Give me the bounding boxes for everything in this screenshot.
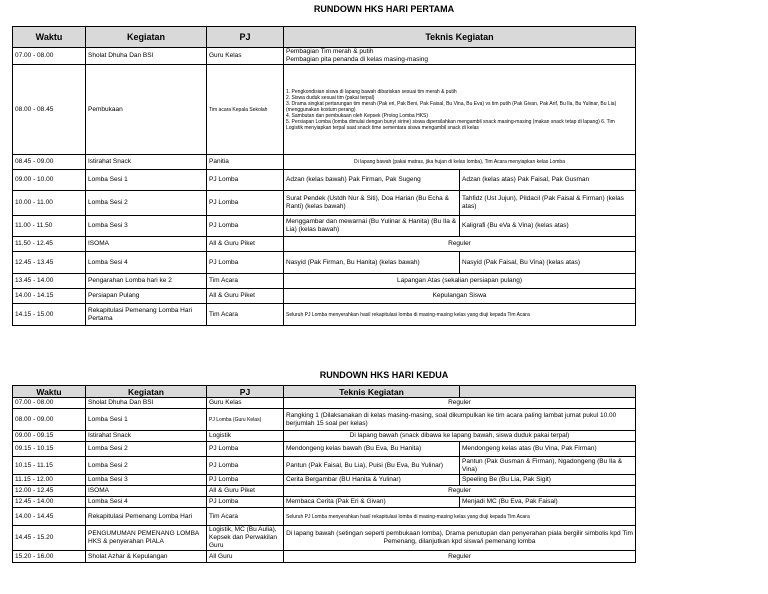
cell-kegiatan: Pembukaan <box>86 65 207 155</box>
cell-waktu: 14.15 - 15.00 <box>13 304 86 326</box>
cell-teknis: Lapangan Atas (sekalian persiapan pulang) <box>284 274 636 289</box>
cell-pj: Guru Kelas <box>207 48 284 65</box>
cell-pj: Tim Acara <box>207 274 284 289</box>
cell-kegiatan: Sholat Azhar & Kepulangan <box>86 551 207 563</box>
cell-waktu: 09.00 - 09.15 <box>13 431 86 442</box>
cell-teknis-a: Menggambar dan mewarnai (Bu Yulinar & Hanita) (Bu Ila & Lia) (kelas bawah) <box>284 216 460 237</box>
cell-teknis-a: Nasyid (Pak Firman, Bu Hanita) (kelas bawah) <box>284 252 460 274</box>
cell-waktu: 09.00 - 10.00 <box>13 170 86 191</box>
table-row <box>13 48 636 65</box>
cell-teknis: Kepulangan Siswa <box>284 289 636 304</box>
cell-kegiatan: Lomba Sesi 1 <box>86 409 207 431</box>
cell-teknis: Seluruh PJ Lomba menyerahkan hasil rekapitulasi lomba di masing-masing kelas yang diuji kepada Tim Acara <box>284 304 636 326</box>
cell-teknis-b: Tahfidz (Ust Jujun), Pildacil (Pak Faisal & Firman) (kelas atas) <box>460 191 636 216</box>
cell-pj: PJ Lomba <box>207 442 284 457</box>
cell-teknis-a: Adzan (kelas bawah) Pak Firman, Pak Sugeng <box>284 170 460 191</box>
table-row <box>13 191 636 216</box>
cell-kegiatan: Sholat Dhuha Dan BSI <box>86 398 207 409</box>
cell-pj: Logistik <box>207 431 284 442</box>
cell-kegiatan: Lomba Sesi 4 <box>86 497 207 508</box>
table-row <box>13 398 636 409</box>
cell-kegiatan: PENGUMUMAN PEMENANG LOMBA HKS & penyerahan PIALA <box>86 526 207 551</box>
cell-teknis-a: Pantun (Pak Faisal, Bu Lia), Puisi (Bu Eva, Bu Yulinar) <box>284 457 460 475</box>
cell-kegiatan: Sholat Dhuha Dan BSI <box>86 48 207 65</box>
cell-teknis-b: Menjadi MC (Bu Eva, Pak Faisal) <box>460 497 636 508</box>
cell-kegiatan: Istirahat Snack <box>86 155 207 170</box>
cell-pj: All & Guru Piket <box>207 486 284 497</box>
column-header-blank <box>460 386 636 398</box>
table-row <box>13 497 636 508</box>
cell-kegiatan: Lomba Sesi 2 <box>86 191 207 216</box>
cell-waktu: 08.00 - 08.45 <box>13 65 86 155</box>
day1-table <box>12 26 636 326</box>
cell-kegiatan: ISOMA <box>86 486 207 497</box>
cell-kegiatan: Persiapan Pulang <box>86 289 207 304</box>
cell-waktu: 10.00 - 11.00 <box>13 191 86 216</box>
cell-waktu: 12.45 - 13.45 <box>13 252 86 274</box>
column-header: PJ <box>207 386 284 398</box>
cell-teknis-b: Pantun (Pak Gusman & Firman), Ngadongeng (Bu Ila & Vina) <box>460 457 636 475</box>
cell-kegiatan: Lomba Sesi 3 <box>86 475 207 486</box>
cell-kegiatan: Rekapitulasi Pemenang Lomba Hari Pertama <box>86 304 207 326</box>
table-row <box>13 409 636 431</box>
table-row <box>13 508 636 526</box>
cell-kegiatan: Pengarahan Lomba hari ke 2 <box>86 274 207 289</box>
cell-teknis-b: Kaligrafi (Bu eVa & Vina) (kelas atas) <box>460 216 636 237</box>
cell-pj: Guru Kelas <box>207 398 284 409</box>
cell-kegiatan: Lomba Sesi 2 <box>86 442 207 457</box>
cell-teknis-a: Membaca Cerita (Pak Eri & Givan) <box>284 497 460 508</box>
cell-teknis-a: Mendongeng kelas bawah (Bu Eva, Bu Hanita) <box>284 442 460 457</box>
cell-waktu: 08.00 - 09.00 <box>13 409 86 431</box>
table-row <box>13 304 636 326</box>
column-header: Kegiatan <box>86 27 207 48</box>
column-header: Teknis Kegiatan <box>284 27 636 48</box>
cell-waktu: 10.15 - 11.15 <box>13 457 86 475</box>
column-header: Waktu <box>13 386 86 398</box>
cell-waktu: 14.45 - 15.20 <box>13 526 86 551</box>
cell-waktu: 12.00 - 12.45 <box>13 486 86 497</box>
cell-waktu: 09.15 - 10.15 <box>13 442 86 457</box>
cell-waktu: 15.20 - 16.00 <box>13 551 86 563</box>
cell-waktu: 08.45 - 09.00 <box>13 155 86 170</box>
cell-teknis: 1. Pengkondisian siswa di lapang bawah dibariskan sesuai tim merah & putih 2. Siswa duduk sesuai tim (pakai terpal) 3. Drama singkat pertarungan tim merah (Pak eri, Pak Beni, Pak Faisal, Bu Vina, Bu Eva) vs tim putih (Pak Givan, Pak Arif, Bu Ila, Bu Yulinar, Bu Lia) (menggunakan kostum perang) 4. Sambutan dan pembukaan oleh Kepsek (Prolog Lomba HKS) 5. Persiapan Lomba (lomba dimulai dengan bunyi sirine) siswa dipersilahkan mengambil snack masing-masing (makan snack tetap di lapang) 6. Tim Logistik menyiapkan terpal saat snack time sementara siswa mengambil snack di kelas <box>284 65 636 155</box>
cell-pj: All & Guru Piket <box>207 289 284 304</box>
cell-teknis: Seluruh PJ Lomba menyerahkan hasil rekapitulasi lomba di masing-masing kelas yang diuji kepada Tim Acara <box>284 508 636 526</box>
cell-waktu: 14.00 - 14.15 <box>13 289 86 304</box>
table-row <box>13 65 636 155</box>
cell-kegiatan: Lomba Sesi 2 <box>86 457 207 475</box>
cell-teknis-a: Surat Pendek (Ustdh Nur & Siti), Doa Harian (Bu Echa & Ranti) (kelas bawah) <box>284 191 460 216</box>
cell-pj: Panitia <box>207 155 284 170</box>
cell-waktu: 11.50 - 12.45 <box>13 237 86 252</box>
table-row <box>13 457 636 475</box>
cell-teknis: Di lapang bawah (setingan seperti pembukaan lomba), Drama penutupan dan penyerahan piala bergilir simbolis kpd Tim Pemenang, dilanjutkan kpd siswa/i pemenang lomba <box>284 526 636 551</box>
cell-pj: PJ Lomba <box>207 216 284 237</box>
day1-title: RUNDOWN HKS HARI PERTAMA <box>313 4 455 14</box>
table-row <box>13 170 636 191</box>
cell-waktu: 11.00 - 11.50 <box>13 216 86 237</box>
table-row <box>13 486 636 497</box>
cell-teknis: Di lapang bawah (snack dibawa ke lapang bawah, siswa duduk pakai terpal) <box>284 431 636 442</box>
cell-pj: PJ Lomba <box>207 191 284 216</box>
table-row <box>13 216 636 237</box>
cell-waktu: 14.00 - 14.45 <box>13 508 86 526</box>
cell-pj: PJ Lomba (Guru Kelas) <box>207 409 284 431</box>
cell-waktu: 12.45 - 14.00 <box>13 497 86 508</box>
table-row <box>13 431 636 442</box>
table-row <box>13 274 636 289</box>
cell-pj: PJ Lomba <box>207 457 284 475</box>
cell-waktu: 11.15 - 12.00 <box>13 475 86 486</box>
table-row <box>13 551 636 563</box>
cell-kegiatan: Lomba Sesi 3 <box>86 216 207 237</box>
table-row <box>13 475 636 486</box>
cell-pj: PJ Lomba <box>207 497 284 508</box>
day2-title: RUNDOWN HKS HARI KEDUA <box>319 370 449 380</box>
cell-kegiatan: Rekapitulasi Pemenang Lomba Hari <box>86 508 207 526</box>
cell-kegiatan: Lomba Sesi 4 <box>86 252 207 274</box>
cell-pj: Tim acara Kepala Sekolah <box>207 65 284 155</box>
cell-kegiatan: ISOMA <box>86 237 207 252</box>
cell-pj: Tim Acara <box>207 304 284 326</box>
table-row <box>13 155 636 170</box>
day2-table <box>12 385 636 563</box>
cell-pj: PJ Lomba <box>207 170 284 191</box>
cell-teknis-b: Adzan (kelas atas) Pak Faisal, Pak Gusman <box>460 170 636 191</box>
cell-teknis: Reguler <box>284 551 636 563</box>
cell-pj: All & Guru Piket <box>207 237 284 252</box>
column-header: Kegiatan <box>86 386 207 398</box>
cell-teknis-b: Speeling Be (Bu Lia, Pak Sigit) <box>460 475 636 486</box>
cell-teknis: Di lapang bawah (pakai matras, jika hujan di kelas lomba), Tim Acara menyiapkan kelas Lomba <box>284 155 636 170</box>
cell-teknis-b: Mendongeng kelas atas (Bu Vina, Pak Firman) <box>460 442 636 457</box>
cell-kegiatan: Lomba Sesi 1 <box>86 170 207 191</box>
cell-pj: Logistik, MC (Bu Aulia), Kepsek dan Perwakilan Guru <box>207 526 284 551</box>
cell-pj: PJ Lomba <box>207 252 284 274</box>
column-header: PJ <box>207 27 284 48</box>
table-row <box>13 289 636 304</box>
cell-teknis: Pembagian Tim merah & putih Pembagian pita penanda di kelas masing-masing <box>284 48 636 65</box>
cell-kegiatan: Istirahat Snack <box>86 431 207 442</box>
table-row <box>13 526 636 551</box>
cell-pj: PJ Lomba <box>207 475 284 486</box>
cell-teknis-b: Nasyid (Pak Faisal, Bu Vina) (kelas atas) <box>460 252 636 274</box>
cell-teknis: Rangking 1 (Dilaksanakan di kelas masing-masing, soal dikumpulkan ke tim acara paling lambat jumat pukul 10.00 berjumlah 15 soal per kelas) <box>284 409 636 431</box>
table-row <box>13 237 636 252</box>
table-row <box>13 442 636 457</box>
cell-teknis: Reguler <box>284 486 636 497</box>
cell-teknis: Reguler <box>284 398 636 409</box>
cell-waktu: 13.45 - 14.00 <box>13 274 86 289</box>
table-row <box>13 252 636 274</box>
cell-teknis: Reguler <box>284 237 636 252</box>
cell-pj: Tim Acara <box>207 508 284 526</box>
cell-waktu: 07.00 - 08.00 <box>13 48 86 65</box>
column-header: Teknis Kegiatan <box>284 386 460 398</box>
column-header: Waktu <box>13 27 86 48</box>
cell-teknis-a: Cerita Bergambar (BU Hanita & Yulinar) <box>284 475 460 486</box>
cell-pj: All Guru <box>207 551 284 563</box>
cell-waktu: 07.00 - 08.00 <box>13 398 86 409</box>
